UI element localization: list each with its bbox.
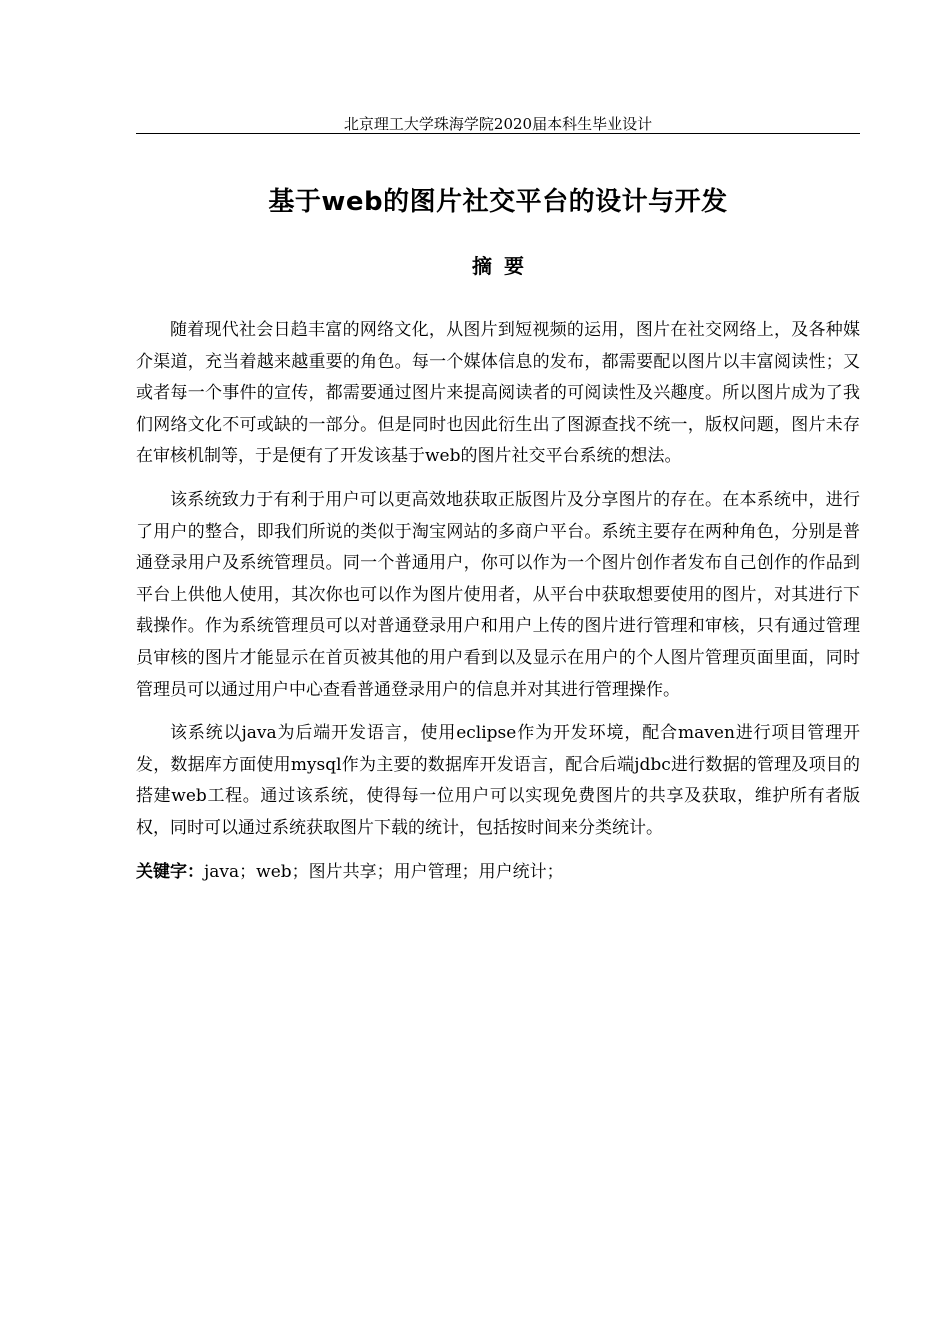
abstract-paragraph: 该系统致力于有利于用户可以更高效地获取正版图片及分享图片的存在。在本系统中，进行了用户的整合，即我们所说的类似于淘宝网站的多商户平台。系统主要存在两种角色，分别是普通登录用户及系统管理员。同一个普通用户，你可以作为一个图片创作者发布自己创作的作品到平台上供他人使用，其次你也可以作为图片使用者，从平台中获取想要使用的图片，对其进行下载操作。作为系统管理员可以对普通登录用户和用户上传的图片进行管理和审核，只有通过管理员审核的图片才能显示在首页被其他的用户看到以及显示在用户的个人图片管理页面里面，同时管理员可以通过用户中心查看普通登录用户的信息并对其进行管理操作。 [136,489,860,700]
abstract-heading: 摘要 [472,254,536,278]
running-header: 北京理工大学珠海学院2020届本科生毕业设计 [343,115,653,133]
keywords-line [136,857,860,889]
header-rule [136,133,860,134]
document-title: 基于web的图片社交平台的设计与开发 [268,187,728,217]
abstract-paragraph: 该系统以java为后端开发语言，使用eclipse作为开发环境，配合maven进行项目管理开发，数据库方面使用mysql作为主要的数据库开发语言，配合后端jdbc进行数据的管理及项目的搭建web工程。通过该系统，使得每一位用户可以实现免费图片的共享及获取，维护所有者版权，同时可以通过系统获取图片下载的统计，包括按时间来分类统计。 [136,723,860,838]
abstract-body [136,315,860,888]
keywords-text: java；web；图片共享；用户管理；用户统计； [204,861,564,882]
abstract-paragraph: 随着现代社会日趋丰富的网络文化，从图片到短视频的运用，图片在社交网络上，及各种媒介渠道，充当着越来越重要的角色。每一个媒体信息的发布，都需要配以图片以丰富阅读性；又或者每一个事件的宣传，都需要通过图片来提高阅读者的可阅读性及兴趣度。所以图片成为了我们网络文化不可或缺的一部分。但是同时也因此衍生出了图源查找不统一，版权问题，图片未存在审核机制等，于是便有了开发该基于web的图片社交平台系统的想法。 [136,320,860,467]
keywords-label: 关键字： [136,861,204,882]
